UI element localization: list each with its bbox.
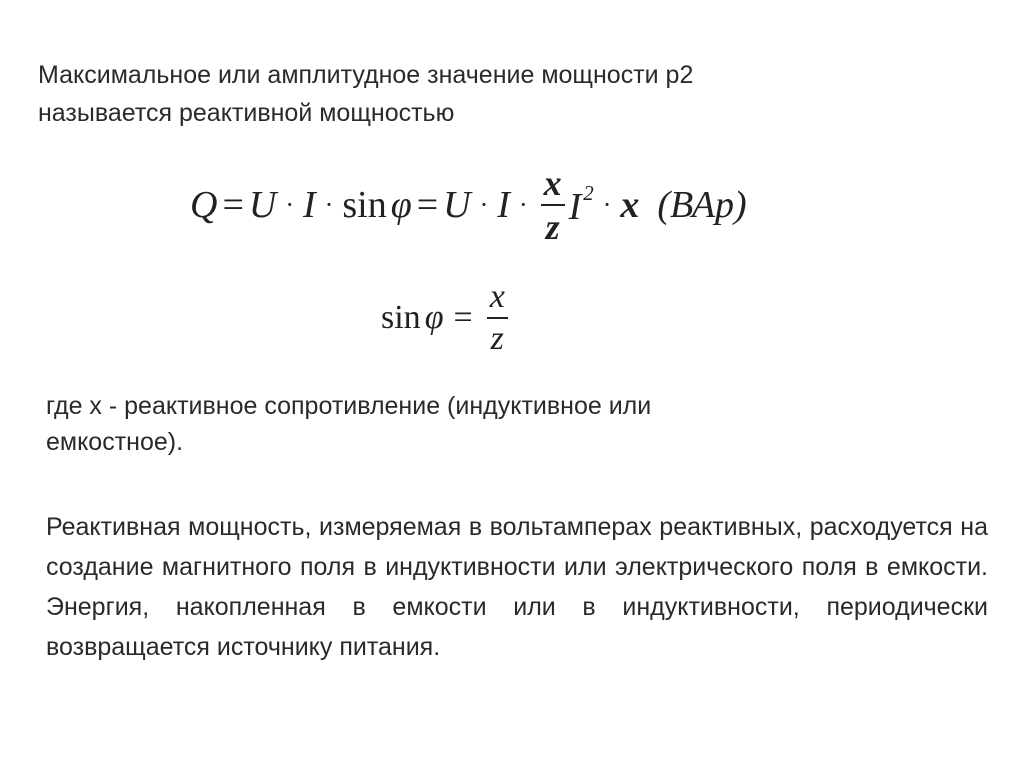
fraction-denominator: z: [490, 320, 504, 357]
fraction-bar: [541, 204, 565, 206]
formula-i-squared: [569, 181, 594, 229]
formula-u: U: [443, 184, 471, 226]
where-line-2: емкостное).: [46, 428, 184, 456]
formula-i: I: [497, 184, 510, 226]
where-line-1: где х - реактивное сопротивление (индуктивное или: [46, 392, 652, 420]
formula-equals: =: [222, 184, 244, 226]
intro-line-2: называется реактивной мощностью: [38, 99, 455, 127]
formula-dot: ·: [602, 190, 612, 219]
formula-dot: ·: [324, 190, 334, 219]
fraction-denominator: z: [545, 207, 560, 247]
fraction-numerator: x: [543, 163, 562, 203]
formula-fraction: [541, 165, 565, 245]
where-paragraph: [46, 388, 846, 460]
formula-x: x: [620, 184, 640, 226]
formula-unit: (ВАр): [657, 184, 747, 226]
formula-phi: φ: [390, 184, 412, 226]
formula-sin: sin: [342, 184, 387, 226]
formula-i: I: [568, 185, 582, 228]
formula-equals: =: [416, 184, 439, 226]
intro-line-1: Максимальное или амплитудное значение мощности р2: [38, 61, 694, 89]
formula-dot: ·: [518, 190, 528, 219]
formula-u: U: [248, 184, 277, 226]
formula-fraction: [487, 280, 508, 356]
formula-dot: ·: [479, 190, 489, 219]
formula-i: I: [303, 184, 316, 226]
intro-paragraph: [38, 56, 938, 132]
body-paragraph: Реактивная мощность, измеряемая в вольтамперах реактивных, расходуется на создание магнитного поля в индуктивности или электрического поля в емкости. Энергия, накопленная в емкости или в индуктивности, периодически возвращается источнику питания.: [46, 513, 988, 661]
fraction-numerator: x: [489, 278, 505, 315]
formula-sin: sin: [381, 299, 421, 336]
formula-dot: ·: [285, 190, 295, 219]
formula-exponent: 2: [583, 181, 594, 206]
formula-phi: φ: [424, 299, 444, 336]
formula-equals: =: [453, 299, 473, 336]
sine-formula: [381, 280, 512, 356]
fraction-bar: [487, 317, 508, 319]
reactive-power-formula: [190, 165, 747, 245]
formula-q: Q: [190, 184, 218, 226]
